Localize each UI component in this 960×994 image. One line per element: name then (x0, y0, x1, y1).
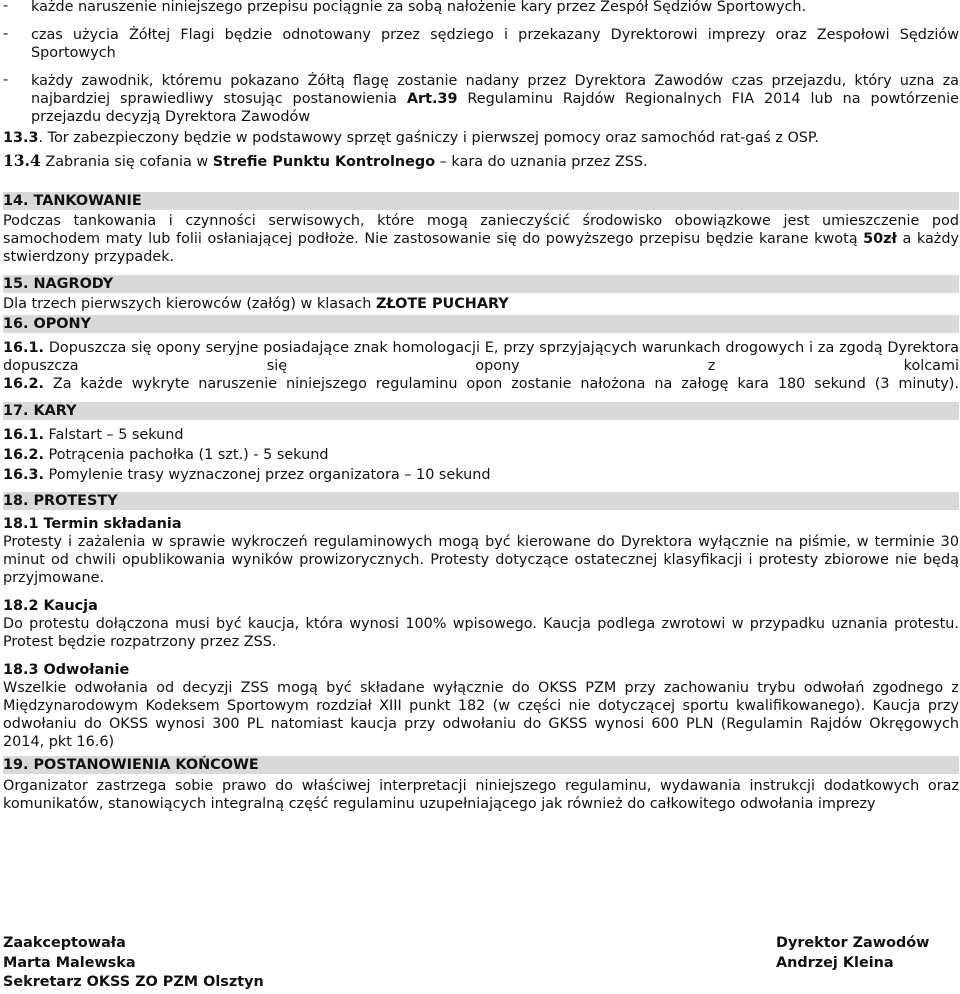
section-15-body: Dla trzech pierwszych kierowców (załóg) w klasach ZŁOTE PUCHARY (3, 296, 509, 312)
subsection-title: 18.3 Odwołanie (3, 662, 130, 678)
section-header-18: 18. PROTESTY (3, 492, 959, 510)
section-13-3: 13.3. Tor zabezpieczony będzie w podstawowy sprzęt gaśniczy i pierwszej pomocy oraz samochód rat-gaś z OSP. (3, 130, 819, 146)
signature-right (776, 934, 929, 973)
subsection-title: 18.2 Kaucja (3, 598, 98, 614)
section-header-14: 14. TANKOWANIE (3, 192, 959, 210)
subsection-title: 18.1 Termin składania (3, 516, 182, 532)
penalty-list (3, 426, 959, 484)
list-item-text: czas użycia Żółtej Flagi będzie odnotowany przez sędziego i przekazany Dyrektorowi imprezy oraz Zespołowi Sędziów Sportowych (31, 27, 959, 61)
signature-line: Sekretarz OKSS ZO PZM Olsztyn (3, 974, 264, 990)
section-number: 13.3 (3, 130, 39, 146)
list-dash: - (3, 26, 9, 42)
list-item: 16.3. Pomylenie trasy wyznaczonej przez organizatora – 10 sekund (3, 467, 491, 483)
section-14-body: Podczas tankowania i czynności serwisowych, które mogą zanieczyścić środowisko obowiązkowe jest umieszczenie pod samochodem maty lub folii osłaniającej podłoże. Nie zastosowanie się do powyższego przepisu będzie karane kwotą 50zł a każdy stwierdzony przypadek. (3, 213, 960, 265)
list-dash: - (3, 0, 9, 14)
section-header-17: 17. KARY (3, 402, 959, 420)
section-header-16: 16. OPONY (3, 315, 959, 333)
subsection-body: Do protestu dołączona musi być kaucja, która wynosi 100% wpisowego. Kaucja podlega zwrotowi w przypadku uznania protestu. Protest będzie rozpatrzony przez ZSS. (3, 616, 959, 650)
section-16-2: 16.2. Za każde wykryte naruszenie niniejszego regulaminu opon zostanie nałożona na załogę kara 180 sekund (3 minuty). (3, 376, 959, 392)
signature-line: Dyrektor Zawodów (776, 935, 930, 951)
list-item (3, 72, 959, 126)
section-19-body: Organizator zastrzega sobie prawo do właściwej interpretacji niniejszego regulaminu, wydawania instrukcji dodatkowych oraz komunikatów, stanowiących integralną część regulaminu uzupełniającego jak również do całkowitego odwołania imprezy (3, 778, 959, 812)
section-13-4: 13.4 Zabrania się cofania w Strefie Punktu Kontrolnego – kara do uznania przez ZSS. (3, 151, 648, 170)
section-16-1: 16.1. Dopuszcza się opony seryjne posiadające znak homologacji E, przy sprzyjających warunkach drogowych i za zgodą Dyrektora dopuszcza się opony z kolcami (3, 340, 959, 374)
document-page (3, 0, 959, 813)
list-item (3, 0, 959, 16)
section-number: 13.4 (3, 151, 41, 170)
signature-left (3, 934, 264, 993)
list-item: 16.2. Potrącenia pachołka (1 szt.) - 5 sekund (3, 447, 329, 463)
list-item-text: każdy zawodnik, któremu pokazano Żółtą flagę zostanie nadany przez Dyrektora Zawodów czas przejazdu, który uzna za najbardziej sprawiedliwy stosując postanowienia Art.39 Regulaminu Rajdów Regionalnych FIA 2014 lub na powtórzenie przejazdu decyzją Dyrektora Zawodów (31, 73, 959, 125)
section-header-15: 15. NAGRODY (3, 275, 959, 293)
intro-list (3, 0, 959, 126)
signature-line: Marta Malewska (3, 954, 136, 971)
section-header-19: 19. POSTANOWIENIA KOŃCOWE (3, 756, 959, 774)
list-item (3, 26, 959, 62)
list-dash: - (3, 72, 9, 88)
list-item: 16.1. Falstart – 5 sekund (3, 427, 184, 443)
list-item-text: każde naruszenie niniejszego przepisu pociągnie za sobą nałożenie kary przez Zespół Sędziów Sportowych. (31, 0, 807, 15)
subsection-body: Wszelkie odwołania od decyzji ZSS mogą być składane wyłącznie do OKSS PZM przy zachowaniu trybu odwołań zgodnego z Międzynarodowym Kodeksem Sportowym rozdział XIII punkt 182 (w części nie dotyczącej sportu kwalifikowanego). Kaucja przy odwołaniu do OKSS wynosi 300 PL natomiast kaucja przy odwołaniu do GKSS wynosi 600 PLN (Regulamin Rajdów Okręgowych 2014, pkt 16.6) (3, 680, 959, 750)
signature-line: Andrzej Kleina (776, 954, 894, 971)
subsection-body: Protesty i zażalenia w sprawie wykroczeń regulaminowych mogą być kierowane do Dyrektora wyłącznie na piśmie, w terminie 30 minut od chwili opublikowania wyników prowizorycznych. Protesty dotyczące ostatecznej klasyfikacji i protesty zbiorowe nie będą przyjmowane. (3, 534, 959, 586)
signature-line: Zaakceptowała (3, 935, 126, 951)
